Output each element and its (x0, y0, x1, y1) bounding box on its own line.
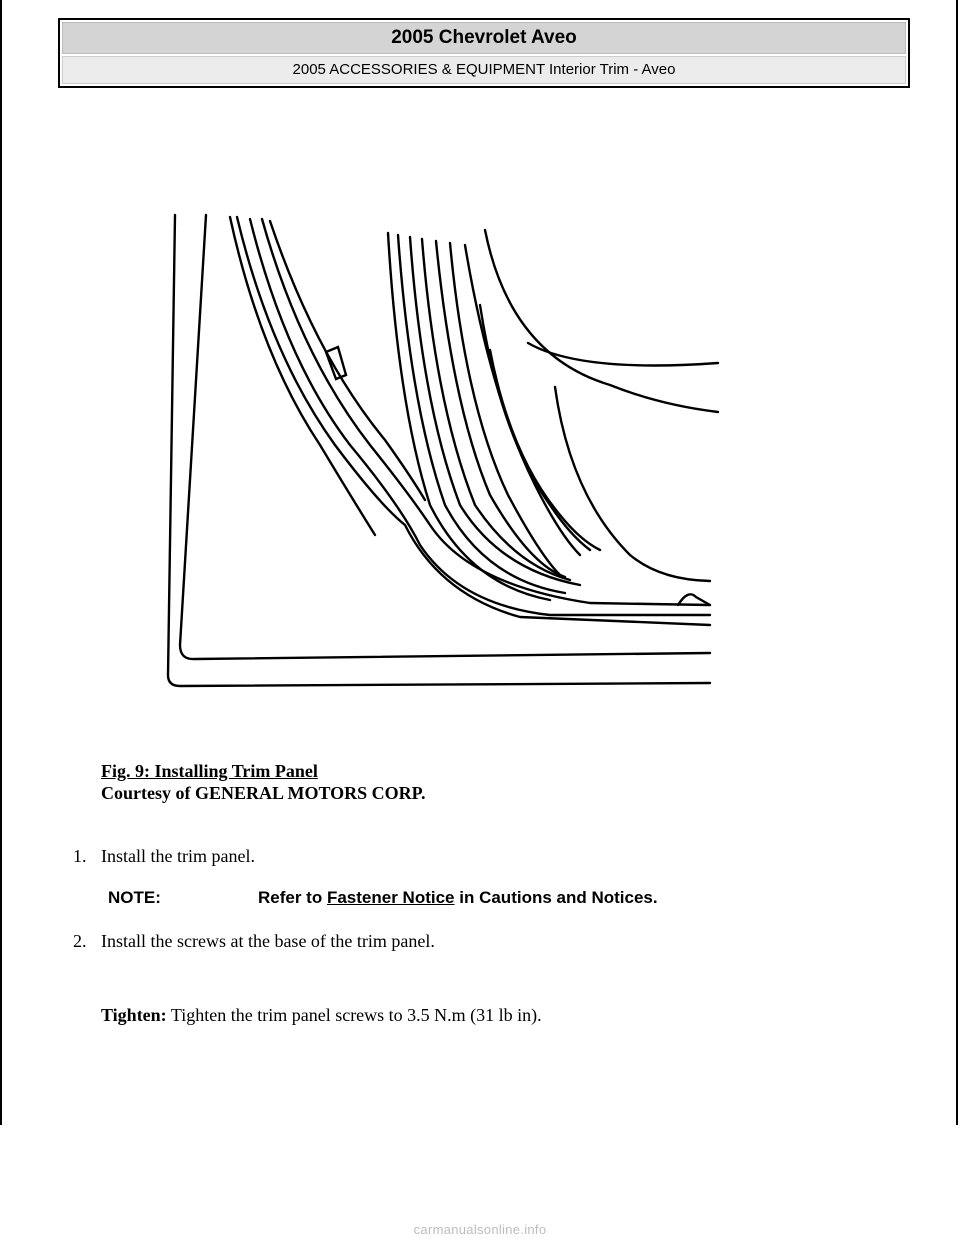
header-title: 2005 Chevrolet Aveo (62, 22, 906, 54)
trim-curve-12 (465, 245, 580, 555)
header-subtitle: 2005 ACCESSORIES & EQUIPMENT Interior Trim - Aveo (62, 56, 906, 84)
step-number: 1. (73, 846, 87, 866)
step-number: 2. (73, 931, 87, 951)
document-header (58, 18, 910, 88)
trim-curve-5 (270, 221, 425, 500)
tighten-spec (101, 1005, 542, 1026)
tighten-text: Tighten the trim panel screws to 3.5 N.m (31 lb in). (170, 1005, 542, 1025)
figure-title: Fig. 9: Installing Trim Panel (101, 761, 318, 781)
trim-curve-1 (230, 217, 375, 535)
watermark: carmanualsonline.info (413, 1222, 547, 1237)
trim-curve-16 (485, 230, 718, 412)
trim-curve-4 (262, 219, 710, 605)
trim-curve-6 (388, 233, 550, 600)
tighten-label: Tighten: (101, 1005, 167, 1025)
step-text: Install the trim panel. (101, 846, 255, 866)
fastener-notice-link[interactable]: Fastener Notice (326, 888, 455, 907)
step-text: Install the screws at the base of the trim panel. (101, 931, 435, 951)
inner-frame-line (180, 215, 710, 659)
trim-curve-13 (480, 305, 590, 550)
note-suffix: in Cautions and Notices. (459, 888, 658, 907)
step-item (73, 845, 255, 867)
trim-panel-illustration (140, 205, 730, 695)
trim-curve-17 (528, 343, 718, 366)
note-prefix: Refer to (258, 888, 323, 907)
note-box (108, 888, 658, 908)
step-item (73, 930, 435, 952)
note-label: NOTE: (108, 888, 161, 907)
figure-credit: Courtesy of GENERAL MOTORS CORP. (101, 783, 426, 803)
trim-curve-7 (398, 235, 565, 593)
figure-caption (101, 760, 426, 804)
clip-bracket (326, 347, 346, 379)
